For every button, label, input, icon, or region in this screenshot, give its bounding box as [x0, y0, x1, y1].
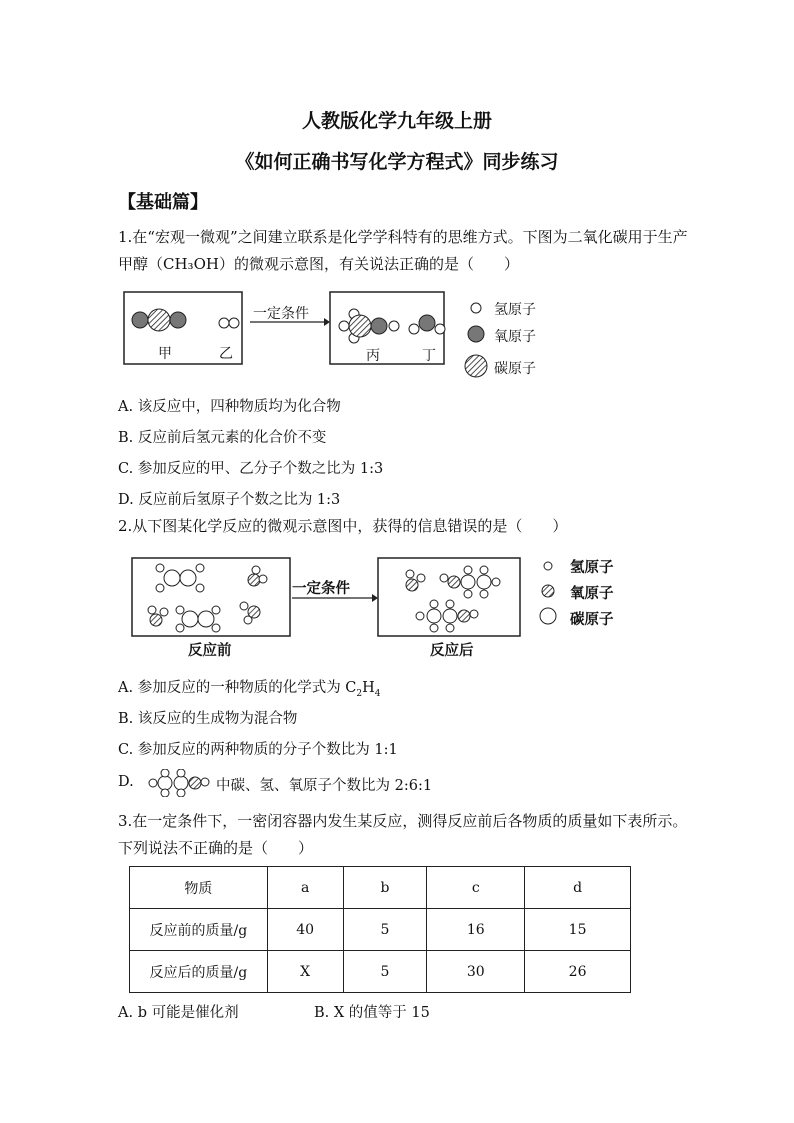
carbon-atom — [349, 315, 371, 337]
legend-hydrogen-label: 氢原子 — [494, 302, 536, 318]
table-header-cell: d — [525, 867, 631, 909]
table-cell: 5 — [343, 951, 427, 993]
legend-hydrogen-label: 氢原子 — [570, 560, 614, 576]
arrow-label: 一定条件 — [253, 306, 309, 322]
legend-carbon-icon — [540, 608, 556, 624]
molecule-label-ding: 丁 — [422, 348, 436, 364]
label-after: 反应后 — [430, 643, 474, 659]
hydrogen-atom — [229, 318, 239, 328]
mass-table — [129, 866, 631, 993]
oxygen-atom — [419, 315, 435, 331]
q1-option-d: D. 反应前后氢原子个数之比为 1:3 — [118, 492, 341, 508]
legend-hydrogen-icon — [544, 562, 552, 570]
label-before: 反应前 — [188, 643, 232, 659]
legend-oxygen-icon — [468, 326, 484, 342]
table-row — [130, 951, 631, 993]
table-cell: 16 — [427, 909, 525, 951]
hydrogen-atom — [435, 324, 445, 334]
hydrogen-atom — [219, 318, 229, 328]
table-cell: 40 — [267, 909, 343, 951]
legend-carbon-label: 碳原子 — [494, 361, 536, 377]
document-title: 人教版化学九年级上册 — [301, 110, 492, 132]
q1-option-a: A. 该反应中，四种物质均为化合物 — [118, 399, 341, 415]
section-heading: 【基础篇】 — [118, 192, 208, 213]
table-header-cell: a — [267, 867, 343, 909]
table-cell: 5 — [343, 909, 427, 951]
table-header-cell: 物质 — [130, 867, 268, 909]
q3-option-b: B. X 的值等于 15 — [314, 1005, 430, 1021]
oxygen-atom — [132, 312, 148, 328]
hydrogen-atom — [389, 321, 399, 331]
table-cell: 反应前的质量/g — [130, 909, 268, 951]
hydrogen-atom — [339, 321, 349, 331]
ethanol-molecule-icon — [145, 769, 217, 797]
carbon-atom — [148, 309, 170, 331]
table-cell: 26 — [525, 951, 631, 993]
molecule-label-jia: 甲 — [158, 346, 172, 362]
document-subtitle: 《如何正确书写化学方程式》同步练习 — [235, 151, 559, 173]
question-1-diagram — [118, 286, 558, 386]
legend-oxygen-icon — [542, 585, 554, 597]
hydrogen-atom — [409, 324, 419, 334]
oxygen-atom — [371, 318, 387, 334]
table-cell: 30 — [427, 951, 525, 993]
table-cell: 反应后的质量/g — [130, 951, 268, 993]
question-3-text: 3.在一定条件下，一密闭容器内发生某反应，测得反应前后各物质的质量如下表所示。下列说法不正确的是（ ） — [118, 812, 688, 857]
molecule-label-bing: 丙 — [366, 348, 380, 364]
q2-option-d-text: 中碳、氢、氧原子个数比为 2:6:1 — [216, 778, 433, 794]
q2-option-c: C. 参加反应的两种物质的分子个数比为 1:1 — [118, 742, 398, 758]
legend-hydrogen-icon — [471, 303, 481, 313]
question-1-text: 1.在“宏观一微观”之间建立联系是化学学科特有的思维方式。下图为二氧化碳用于生产甲醇（CH₃OH）的微观示意图，有关说法正确的是（ ） — [118, 228, 688, 273]
legend-carbon-label: 碳原子 — [570, 612, 614, 628]
q2-option-a: A. 参加反应的一种物质的化学式为 $C_2H_4$ — [118, 680, 381, 699]
question-2-text: 2.从下图某化学反应的微观示意图中，获得的信息错误的是（ ） — [118, 517, 568, 535]
table-header-cell: c — [427, 867, 525, 909]
legend-oxygen-label: 氧原子 — [494, 329, 536, 345]
table-header-row — [130, 867, 631, 909]
q2-option-d: D. — [118, 774, 134, 790]
q3-option-a: A. b 可能是催化剂 — [118, 1005, 239, 1021]
legend-carbon-icon — [465, 355, 487, 377]
oxygen-atom — [170, 312, 186, 328]
q2-option-b: B. 该反应的生成物为混合物 — [118, 711, 298, 727]
arrow-label: 一定条件 — [292, 581, 350, 597]
q1-option-c: C. 参加反应的甲、乙分子个数之比为 1:3 — [118, 461, 384, 477]
table-header-cell: b — [343, 867, 427, 909]
legend-oxygen-label: 氧原子 — [570, 586, 614, 602]
table-row — [130, 909, 631, 951]
molecule-label-yi: 乙 — [219, 346, 233, 362]
question-2-diagram — [118, 552, 638, 642]
table-cell: 15 — [525, 909, 631, 951]
table-cell: X — [267, 951, 343, 993]
q1-option-b: B. 反应前后氢元素的化合价不变 — [118, 430, 327, 446]
